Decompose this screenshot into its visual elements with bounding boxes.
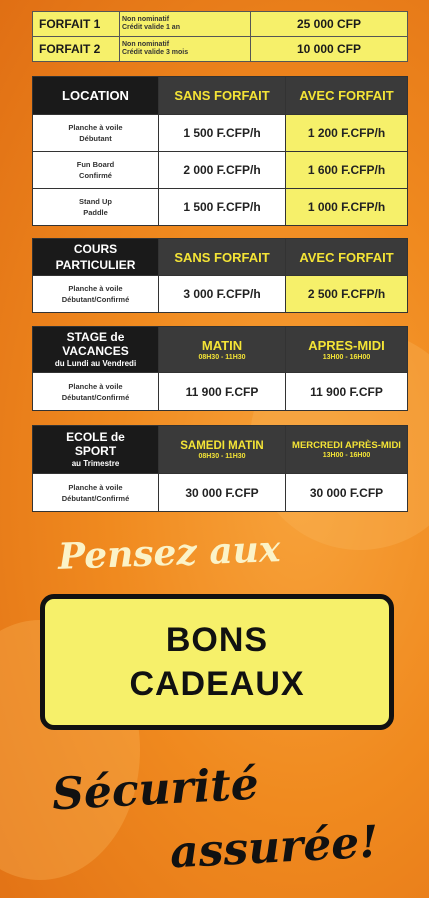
securite-text: Sécurité: [50, 758, 260, 821]
location-table: [32, 76, 408, 226]
location-price-avec: 1 600 F.CFP/h: [286, 152, 408, 189]
location-col-sans: SANS FORFAIT: [159, 77, 286, 115]
cadeaux-text: CADEAUX: [129, 665, 305, 703]
bons-text: BONS: [165, 621, 269, 659]
location-title: LOCATION: [33, 77, 159, 115]
cours-row-label: Planche à voile Débutant/Confirmé: [33, 276, 159, 313]
location-col-avec: AVEC FORFAIT: [286, 77, 408, 115]
cours-title: COURS PARTICULIER: [33, 239, 159, 276]
location-price-sans: 1 500 F.CFP/h: [159, 189, 286, 226]
cours-price-avec: 2 500 F.CFP/h: [286, 276, 408, 313]
stage-table: [32, 326, 408, 411]
cours-col-avec: AVEC FORFAIT: [286, 239, 408, 276]
stage-col-apresmidi: APRES-MIDI 13H00 - 16H00: [286, 327, 408, 373]
forfait-1-name: FORFAIT 1: [33, 12, 120, 37]
cours-table: [32, 238, 408, 313]
stage-title: STAGE de VACANCES du Lundi au Vendredi: [33, 327, 159, 373]
cours-col-sans: SANS FORFAIT: [159, 239, 286, 276]
location-row-label: Fun Board Confirmé: [33, 152, 159, 189]
ecole-price-samedi: 30 000 F.CFP: [159, 474, 286, 512]
stage-row-label: Planche à voile Débutant/Confirmé: [33, 373, 159, 411]
assuree-text: assurée!: [168, 816, 380, 879]
ecole-table: [32, 425, 408, 512]
location-price-avec: 1 000 F.CFP/h: [286, 189, 408, 226]
pensez-aux-text: Pensez aux: [57, 528, 281, 578]
ecole-title: ECOLE de SPORT au Trimestre: [33, 426, 159, 474]
bons-cadeaux-banner: [40, 594, 394, 730]
location-price-sans: 2 000 F.CFP/h: [159, 152, 286, 189]
ecole-col-mercredi: MERCREDI APRÈS-MIDI 13H00 - 16H00: [286, 426, 408, 474]
ecole-price-mercredi: 30 000 F.CFP: [286, 474, 408, 512]
forfait-1-desc: Non nominatif Crédit valide 1 an: [120, 12, 251, 37]
forfait-table: [32, 11, 408, 62]
location-row-label: Stand Up Paddle: [33, 189, 159, 226]
stage-col-matin: MATIN 08H30 - 11H30: [159, 327, 286, 373]
forfait-1-price: 25 000 CFP: [251, 12, 408, 37]
stage-price-apresmidi: 11 900 F.CFP: [286, 373, 408, 411]
forfait-2-price: 10 000 CFP: [251, 37, 408, 62]
ecole-row-label: Planche à voile Débutant/Confirmé: [33, 474, 159, 512]
location-row-label: Planche à voile Débutant: [33, 115, 159, 152]
ecole-col-samedi: SAMEDI MATIN 08H30 - 11H30: [159, 426, 286, 474]
location-price-sans: 1 500 F.CFP/h: [159, 115, 286, 152]
location-price-avec: 1 200 F.CFP/h: [286, 115, 408, 152]
stage-price-matin: 11 900 F.CFP: [159, 373, 286, 411]
cours-price-sans: 3 000 F.CFP/h: [159, 276, 286, 313]
forfait-2-desc: Non nominatif Crédit valide 3 mois: [120, 37, 251, 62]
forfait-2-name: FORFAIT 2: [33, 37, 120, 62]
